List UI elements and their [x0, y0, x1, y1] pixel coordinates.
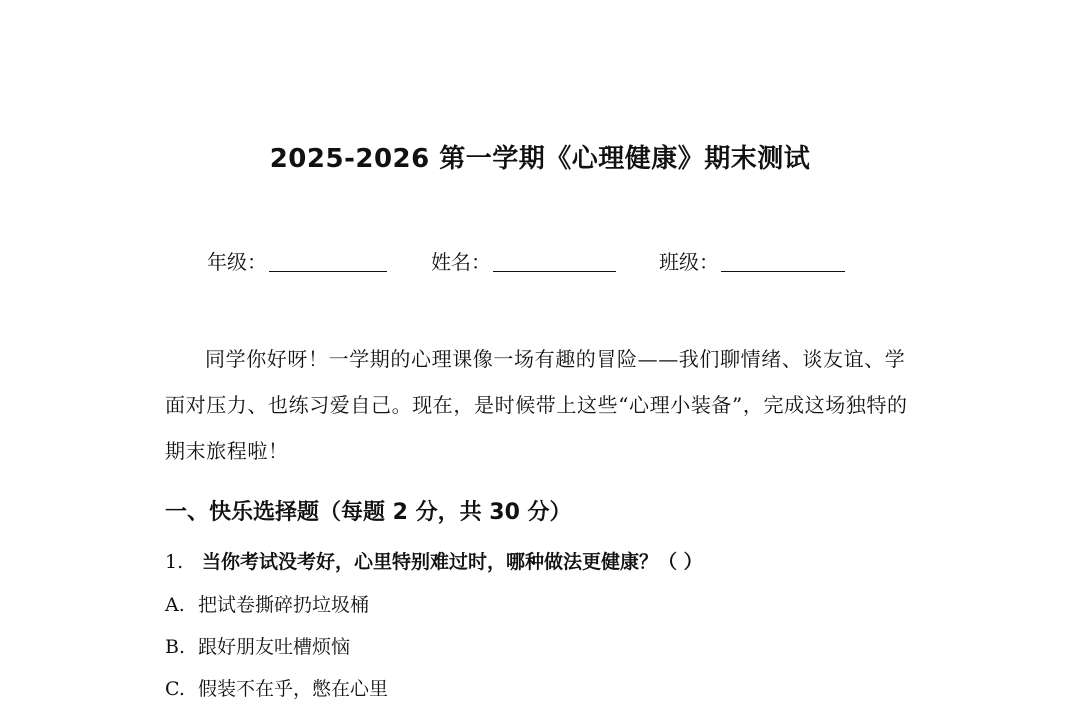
question-number: 1.: [165, 551, 184, 573]
class-label: 班级：: [659, 249, 719, 274]
grade-field: [207, 244, 387, 276]
option-text: 跟好朋友吐槽烦恼: [198, 636, 351, 658]
name-blank-line: [493, 249, 616, 272]
option-a: [165, 590, 369, 620]
exam-title: 2025-2026 第一学期《心理健康》期末测试: [269, 144, 811, 174]
class-field: [659, 244, 845, 276]
option-b: [165, 632, 350, 662]
grade-blank-line: [269, 249, 387, 272]
option-letter: C.: [165, 678, 185, 700]
question-1: [165, 547, 703, 577]
option-text: 假装不在乎，憋在心里: [198, 678, 389, 700]
option-letter: B.: [165, 636, 186, 658]
name-label: 姓名：: [431, 249, 491, 274]
option-text: 把试卷撕碎扔垃圾桶: [198, 594, 370, 616]
grade-label: 年级：: [207, 249, 267, 274]
section-heading-multiple-choice: 一、快乐选择题（每题 2 分，共 30 分）: [165, 500, 572, 525]
name-field: [431, 244, 616, 276]
question-text: 当你考试没考好，心里特别难过时，哪种做法更健康？（ ）: [202, 551, 703, 573]
student-info-row: [0, 244, 1080, 276]
option-letter: A.: [165, 594, 185, 616]
option-c: [165, 674, 388, 704]
intro-paragraph: 同学你好呀！一学期的心理课像一场有趣的冒险——我们聊情绪、谈友谊、学面对压力、也练习爱自己。现在，是时候带上这些“心理小装备”，完成这场独特的期末旅程啦！: [165, 347, 908, 463]
class-blank-line: [721, 249, 845, 272]
